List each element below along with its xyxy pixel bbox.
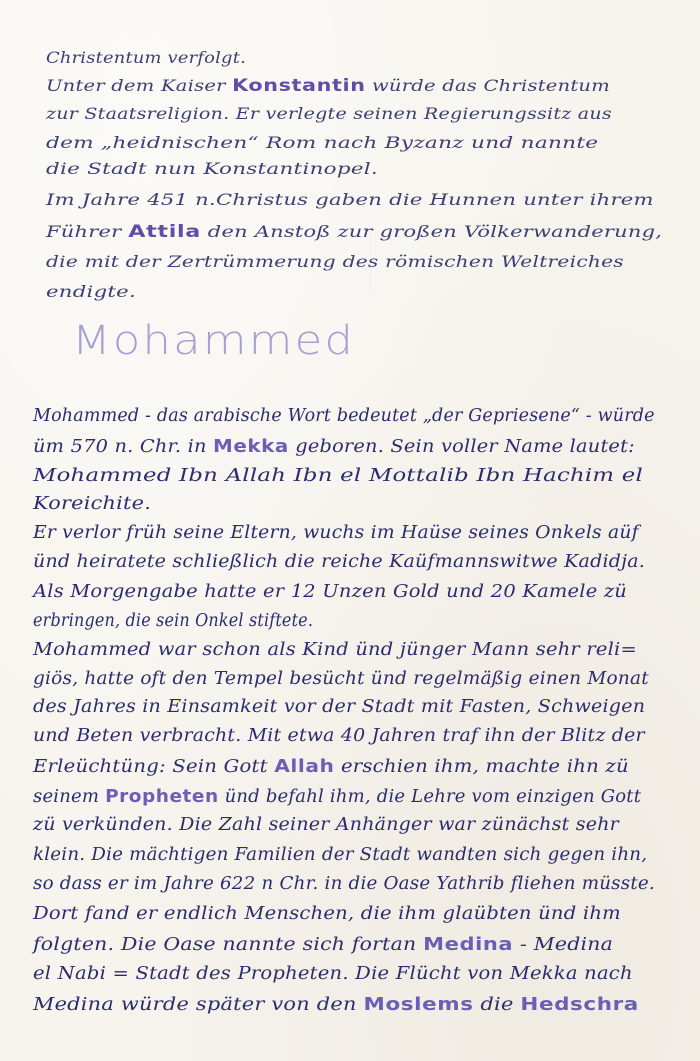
highlighted-term: Allah bbox=[274, 756, 335, 777]
body-line bbox=[33, 611, 313, 631]
text-segment: Erleüchtüng: Sein Gott bbox=[33, 757, 275, 777]
body-line bbox=[33, 406, 655, 426]
text-segment: el Nabi = Stadt des Propheten. Die Flücht von Mekka nach bbox=[33, 964, 633, 984]
body-line bbox=[33, 874, 655, 894]
highlighted-term: Medina bbox=[423, 934, 514, 955]
body-line bbox=[33, 436, 635, 457]
text-segment: Christentum verfolgt. bbox=[46, 48, 246, 67]
top-line bbox=[46, 159, 378, 178]
body-line bbox=[33, 640, 637, 660]
body-line bbox=[33, 845, 647, 865]
top-line bbox=[46, 104, 612, 123]
text-segment: endigte. bbox=[46, 282, 136, 301]
body-line bbox=[33, 669, 649, 689]
body-line bbox=[33, 466, 643, 486]
text-segment: den Anstoß zur großen Völkerwanderung, bbox=[200, 222, 663, 241]
text-segment: so dass er im Jahre 622 n Chr. in die Oase Yathrib fliehen müsste. bbox=[33, 874, 655, 894]
text-segment: seinem bbox=[33, 787, 106, 807]
text-segment: zur Staatsreligion. Er verlegte seinen Regierungssitz aus bbox=[46, 104, 612, 123]
text-segment: erschien ihm, machte ihn zü bbox=[334, 757, 629, 777]
top-line bbox=[46, 282, 136, 301]
body-line bbox=[33, 786, 641, 807]
text-segment: Führer bbox=[46, 222, 129, 241]
text-segment: - Medina bbox=[513, 935, 614, 955]
top-line bbox=[46, 222, 662, 242]
body-line bbox=[33, 523, 639, 543]
body-line bbox=[33, 815, 619, 835]
text-segment: zü verkünden. Die Zahl seiner Anhänger war zünächst sehr bbox=[33, 815, 619, 835]
body-line bbox=[33, 552, 645, 572]
text-segment: Mohammed war schon als Kind ünd jünger Mann sehr reli= bbox=[33, 640, 638, 660]
body-line bbox=[33, 697, 645, 717]
body-line bbox=[33, 934, 613, 955]
top-line bbox=[46, 133, 598, 152]
text-segment: giös, hatte oft den Tempel besücht ünd regelmäßig einen Monat bbox=[33, 669, 649, 689]
highlighted-term: Moslems bbox=[363, 994, 474, 1015]
body-line bbox=[33, 756, 629, 777]
top-line bbox=[46, 48, 246, 67]
text-segment: die bbox=[473, 995, 521, 1015]
text-segment: Als Morgengabe hatte er 12 Unzen Gold und 20 Kamele zü bbox=[33, 582, 628, 602]
highlighted-term: Attila bbox=[128, 222, 201, 242]
text-segment: ünd heiratete schließlich die reiche Kaüfmannswitwe Kadidja. bbox=[33, 552, 646, 572]
highlighted-term: Mekka bbox=[213, 436, 289, 457]
top-line bbox=[46, 190, 654, 209]
text-segment: Medina würde später von den bbox=[33, 995, 364, 1015]
text-segment: Im Jahre 451 n.Christus gaben die Hunnen unter ihrem bbox=[46, 190, 654, 209]
body-line bbox=[33, 964, 633, 984]
text-segment: erbringen, die sein Onkel stiftete. bbox=[33, 611, 314, 631]
text-segment: geboren. Sein voller Name lautet: bbox=[288, 437, 635, 457]
section-heading: Mohammed bbox=[72, 318, 356, 364]
body-line bbox=[33, 582, 627, 602]
highlighted-term: Hedschra bbox=[520, 994, 639, 1015]
text-segment: klein. Die mächtigen Familien der Stadt wandten sich gegen ihn, bbox=[33, 845, 648, 865]
text-segment: Dort fand er endlich Menschen, die ihm glaübten ünd ihm bbox=[33, 904, 621, 924]
text-segment: die Stadt nun Konstantinopel. bbox=[46, 159, 378, 178]
top-line bbox=[46, 76, 610, 96]
text-segment: Koreichite. bbox=[33, 494, 152, 514]
text-segment: Unter dem Kaiser bbox=[46, 76, 233, 95]
text-segment: dem „heidnischen“ Rom nach Byzanz und nannte bbox=[46, 133, 599, 152]
text-segment: die mit der Zertrümmerung des römischen Weltreiches bbox=[46, 252, 624, 271]
text-segment: üm 570 n. Chr. in bbox=[33, 437, 214, 457]
text-segment: Mohammed Ibn Allah Ibn el Mottalib Ibn Hachim el bbox=[33, 466, 644, 486]
body-line bbox=[33, 904, 621, 924]
text-segment: würde das Christentum bbox=[365, 76, 610, 95]
text-segment: Er verlor früh seine Eltern, wuchs im Haüse seines Onkels aüf bbox=[33, 523, 639, 543]
text-segment: ünd befahl ihm, die Lehre vom einzigen Gott bbox=[218, 787, 642, 807]
highlighted-term: Konstantin bbox=[232, 76, 366, 96]
body-line bbox=[33, 494, 151, 514]
text-segment: und Beten verbracht. Mit etwa 40 Jahren traf ihn der Blitz der bbox=[33, 726, 645, 746]
body-line bbox=[33, 994, 639, 1015]
text-segment: folgten. Die Oase nannte sich fortan bbox=[33, 935, 424, 955]
top-line bbox=[46, 252, 624, 271]
body-line bbox=[33, 726, 645, 746]
text-segment: Mohammed - das arabische Wort bedeutet „der Gepriesene“ - würde bbox=[33, 406, 655, 426]
text-segment: des Jahres in Einsamkeit vor der Stadt mit Fasten, Schweigen bbox=[33, 697, 646, 717]
highlighted-term: Propheten bbox=[105, 786, 219, 807]
